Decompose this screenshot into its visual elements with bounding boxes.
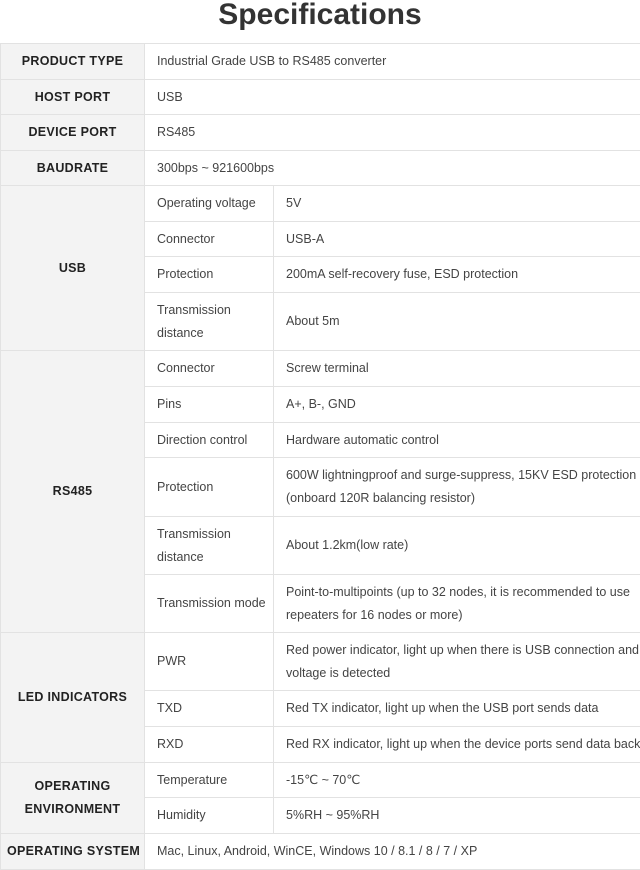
row-label: PRODUCT TYPE — [1, 44, 145, 80]
table-row — [1, 115, 640, 151]
sub-label: Transmission mode — [145, 575, 274, 633]
sub-value: Screw terminal — [274, 351, 640, 387]
sub-value: 600W lightningproof and surge-suppress, 15KV ESD protection (onboard 120R balancing resistor) — [274, 458, 640, 517]
sub-value: A+, B-, GND — [274, 387, 640, 423]
sub-value: Red power indicator, light up when there is USB connection and voltage is detected — [274, 633, 640, 691]
sub-value: USB-A — [274, 222, 640, 257]
sub-label: Direction control — [145, 423, 274, 458]
row-label: OPERATING SYSTEM — [1, 834, 145, 870]
sub-value: Point-to-multipoints (up to 32 nodes, it is recommended to use repeaters for 16 nodes or more) — [274, 575, 640, 633]
sub-value: Red RX indicator, light up when the device ports send data back — [274, 727, 640, 763]
table-row — [1, 834, 640, 870]
row-value: Industrial Grade USB to RS485 converter — [145, 44, 640, 80]
sub-label: Protection — [145, 257, 274, 293]
group-label-usb: USB — [1, 186, 145, 351]
sub-label: Temperature — [145, 763, 274, 798]
row-value: 300bps ~ 921600bps — [145, 151, 640, 186]
table-row — [1, 44, 640, 80]
sub-value: Red TX indicator, light up when the USB port sends data — [274, 691, 640, 727]
row-label: DEVICE PORT — [1, 115, 145, 151]
page-title: Specifications — [0, 0, 640, 43]
group-label-rs485: RS485 — [1, 351, 145, 633]
row-label: HOST PORT — [1, 80, 145, 115]
table-row — [1, 351, 640, 387]
row-label: BAUDRATE — [1, 151, 145, 186]
sub-value: About 5m — [274, 293, 640, 351]
table-row — [1, 763, 640, 798]
sub-label: Humidity — [145, 798, 274, 834]
table-row — [1, 80, 640, 115]
table-row — [1, 151, 640, 186]
sub-label: RXD — [145, 727, 274, 763]
sub-label: Transmission distance — [145, 517, 274, 575]
group-label-environment: OPERATING ENVIRONMENT — [1, 763, 145, 834]
sub-value: -15℃ ~ 70℃ — [274, 763, 640, 798]
sub-label: PWR — [145, 633, 274, 691]
specifications-table — [0, 43, 640, 870]
sub-label: Pins — [145, 387, 274, 423]
sub-value: Hardware automatic control — [274, 423, 640, 458]
sub-value: 200mA self-recovery fuse, ESD protection — [274, 257, 640, 293]
sub-label: Connector — [145, 222, 274, 257]
sub-value: 5V — [274, 186, 640, 222]
row-value: Mac, Linux, Android, WinCE, Windows 10 / 8.1 / 8 / 7 / XP — [145, 834, 640, 870]
row-value: USB — [145, 80, 640, 115]
group-label-led: LED INDICATORS — [1, 633, 145, 763]
row-value: RS485 — [145, 115, 640, 151]
sub-label: TXD — [145, 691, 274, 727]
sub-value: 5%RH ~ 95%RH — [274, 798, 640, 834]
sub-label: Connector — [145, 351, 274, 387]
sub-label: Transmission distance — [145, 293, 274, 351]
sub-label: Operating voltage — [145, 186, 274, 222]
sub-value: About 1.2km(low rate) — [274, 517, 640, 575]
table-row — [1, 186, 640, 222]
sub-label: Protection — [145, 458, 274, 517]
table-row — [1, 633, 640, 691]
